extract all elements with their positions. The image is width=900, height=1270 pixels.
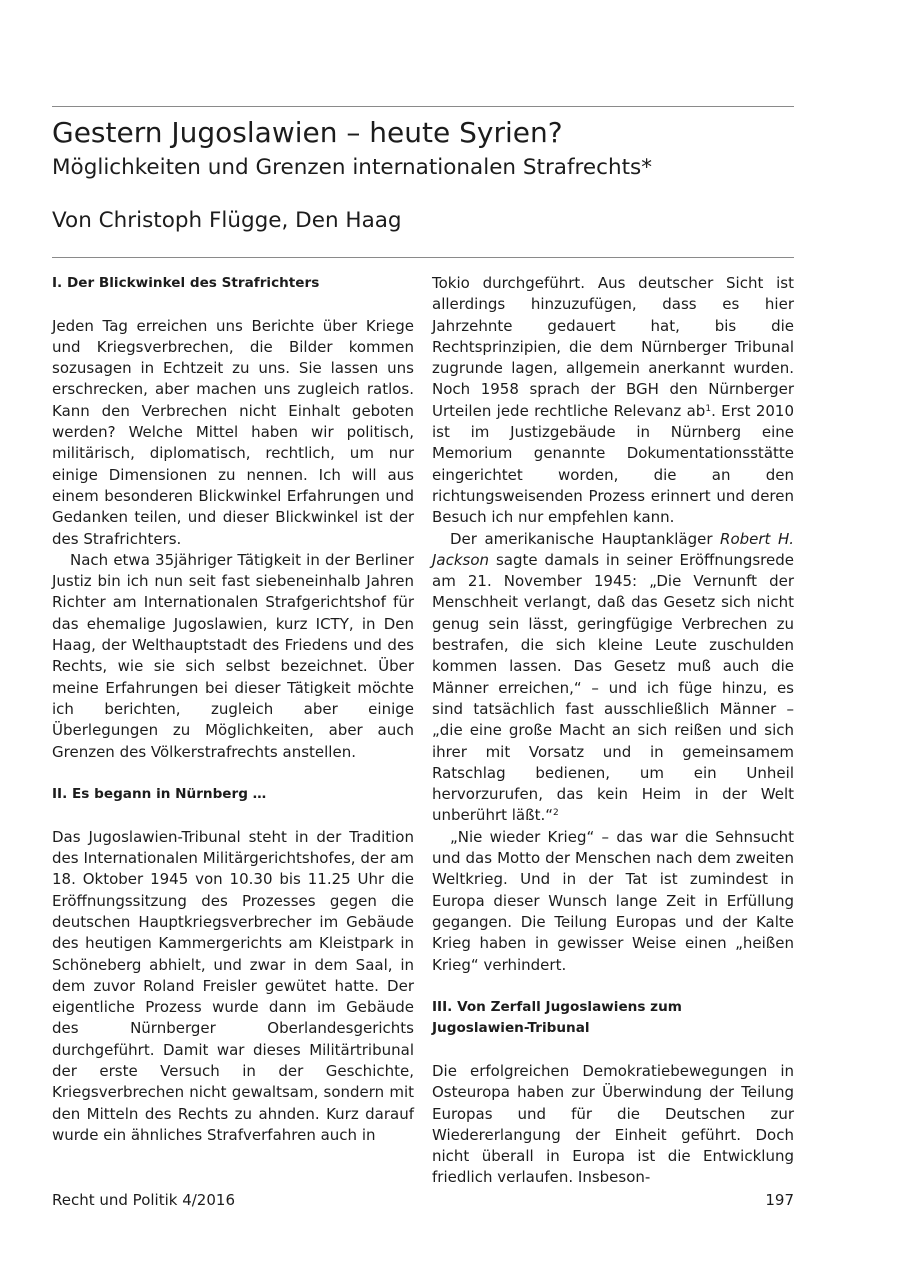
section-heading-3 bbox=[432, 997, 794, 1040]
paragraph-4 bbox=[432, 273, 794, 529]
footnote-marker-2: 2 bbox=[553, 808, 559, 819]
paragraph-5-text-a: Der amerikanische Hauptankläger bbox=[450, 529, 721, 548]
section-heading-3-line-2: Jugoslawien-Tribunal bbox=[432, 1020, 590, 1037]
article-title: Gestern Jugoslawien – heute Syrien? bbox=[52, 116, 563, 149]
paragraph-5-text-b: sagte damals in seiner Eröffnungsrede am 21. November 1945: „Die Vernunft der Menschheit verlangt, daß das Gesetz sich nicht genug sein lässt, geringfügige Verbrechen zu bestrafen, die sich kleine Leute zuschulden kommen lassen. Das Gesetz muß auch die Männer erreichen,“ – und ich füge hinzu, es sind tatsächlich fast ausschließlich Männer – „die eine große Macht an sich reißen und sich ihrer mit Vorsatz und in gemeinsamem Ratschlag bedienen, um ein Unheil hervorzurufen, das kein Heim in der Welt unberührt läßt.“ bbox=[432, 550, 794, 825]
footer-journal: Recht und Politik 4/2016 bbox=[52, 1191, 235, 1209]
left-column bbox=[52, 273, 414, 1146]
section-heading-3-line-1: III. Von Zerfall Jugoslawiens zum bbox=[432, 999, 682, 1016]
paragraph-4-text-a: Tokio durchgeführt. Aus deutscher Sicht ist allerdings hinzuzufügen, dass es hier Jahrzehnte gedauert hat, bis die Rechtsprinzipien, die dem Nürnberger Tribunal zugrunde lagen, allgemein anerkannt wurden. Noch 1958 sprach der BGH den Nürnberger Urteilen jede rechtliche Relevanz ab bbox=[432, 274, 794, 420]
footnote-marker-1: 1 bbox=[705, 403, 712, 414]
article-author: Von Christoph Flügge, Den Haag bbox=[52, 208, 402, 233]
paragraph-5-name: Robert H. Jackson bbox=[432, 529, 795, 569]
section-heading-2: II. Es begann in Nürnberg … bbox=[52, 786, 267, 803]
header-rule bbox=[52, 257, 794, 258]
paragraph-5 bbox=[432, 529, 794, 827]
paragraph-2: Nach etwa 35jähriger Tätigkeit in der Berliner Justiz bin ich nun seit fast siebeneinhalb Jahren Richter am Internationalen Strafgerichtshof für das ehemalige Jugoslawien, kurz ICTY, in Den Haag, der Welthauptstadt des Friedens und des Rechts, wie sie sich selbst bezeichnet. Über meine Erfahrungen bei dieser Tätigkeit möchte ich berichten, zugleich aber einige Überlegungen zu Möglichkeiten, aber auch Grenzen des Völkerstrafrechts anstellen. bbox=[52, 550, 414, 761]
top-rule bbox=[52, 106, 794, 107]
right-column bbox=[432, 273, 794, 1189]
paragraph-1: Jeden Tag erreichen uns Berichte über Kriege und Kriegsverbrechen, die Bilder kommen sozusagen in Echtzeit zu uns. Sie lassen uns erschrecken, aber machen uns zugleich ratlos. Kann den Verbrechen nicht Einhalt geboten werden? Welche Mittel haben wir politisch, militärisch, diplomatisch, rechtlich, um nur einige Dimensionen zu nennen. Ich will aus einem besonderen Blickwinkel Erfahrungen und Gedanken teilen, und dieser Blickwinkel ist der des Strafrichters. bbox=[52, 316, 414, 548]
footer-page-number: 197 bbox=[765, 1191, 794, 1209]
paragraph-7: Die erfolgreichen Demokratiebewegungen in Osteuropa haben zur Überwindung der Teilung Europas und für die Deutschen zur Wiedererlangung der Einheit geführt. Doch nicht überall in Europa ist die Entwicklung friedlich verlaufen. Insbeson- bbox=[432, 1061, 794, 1187]
section-heading-1: I. Der Blickwinkel des Strafrichters bbox=[52, 275, 320, 291]
article-subtitle: Möglichkeiten und Grenzen internationalen Strafrechts* bbox=[52, 155, 652, 180]
paragraph-6: „Nie wieder Krieg“ – das war die Sehnsucht und das Motto der Menschen nach dem zweiten Weltkrieg. Und in der Tat ist zumindest in Europa dieser Wunsch lange Zeit in Erfüllung gegangen. Die Teilung Europas und der Kalte Krieg haben in gewisser Weise einen „heißen Krieg“ verhindert. bbox=[432, 827, 794, 974]
paragraph-3: Das Jugoslawien-Tribunal steht in der Tradition des Internationalen Militärgerichtshofes, der am 18. Oktober 1945 von 10.30 bis 11.25 Uhr die Eröffnungssitzung des Prozesses gegen die deutschen Hauptkriegsverbrecher im Gebäude des heutigen Kammergerichts am Kleistpark in Schöneberg abhielt, und zwar in dem Saal, in dem zuvor Roland Freisler gewütet hatte. Der eigentliche Prozess wurde dann im Gebäude des Nürnberger Oberlandesgerichts durchgeführt. Damit war dieses Militärtribunal der erste Versuch in der Geschichte, Kriegsverbrechen nicht gewaltsam, sondern mit den Mitteln des Rechts zu ahnden. Kurz darauf wurde ein ähnliches Strafverfahren auch in bbox=[52, 827, 414, 1144]
paragraph-4-text-b: . Erst 2010 ist im Justizgebäude in Nürnberg eine Memorium genannte Dokumentationsstätte eingerichtet worden, die an den richtungsweisenden Prozess erinnert und deren Besuch ich nur empfehlen kann. bbox=[432, 401, 794, 527]
